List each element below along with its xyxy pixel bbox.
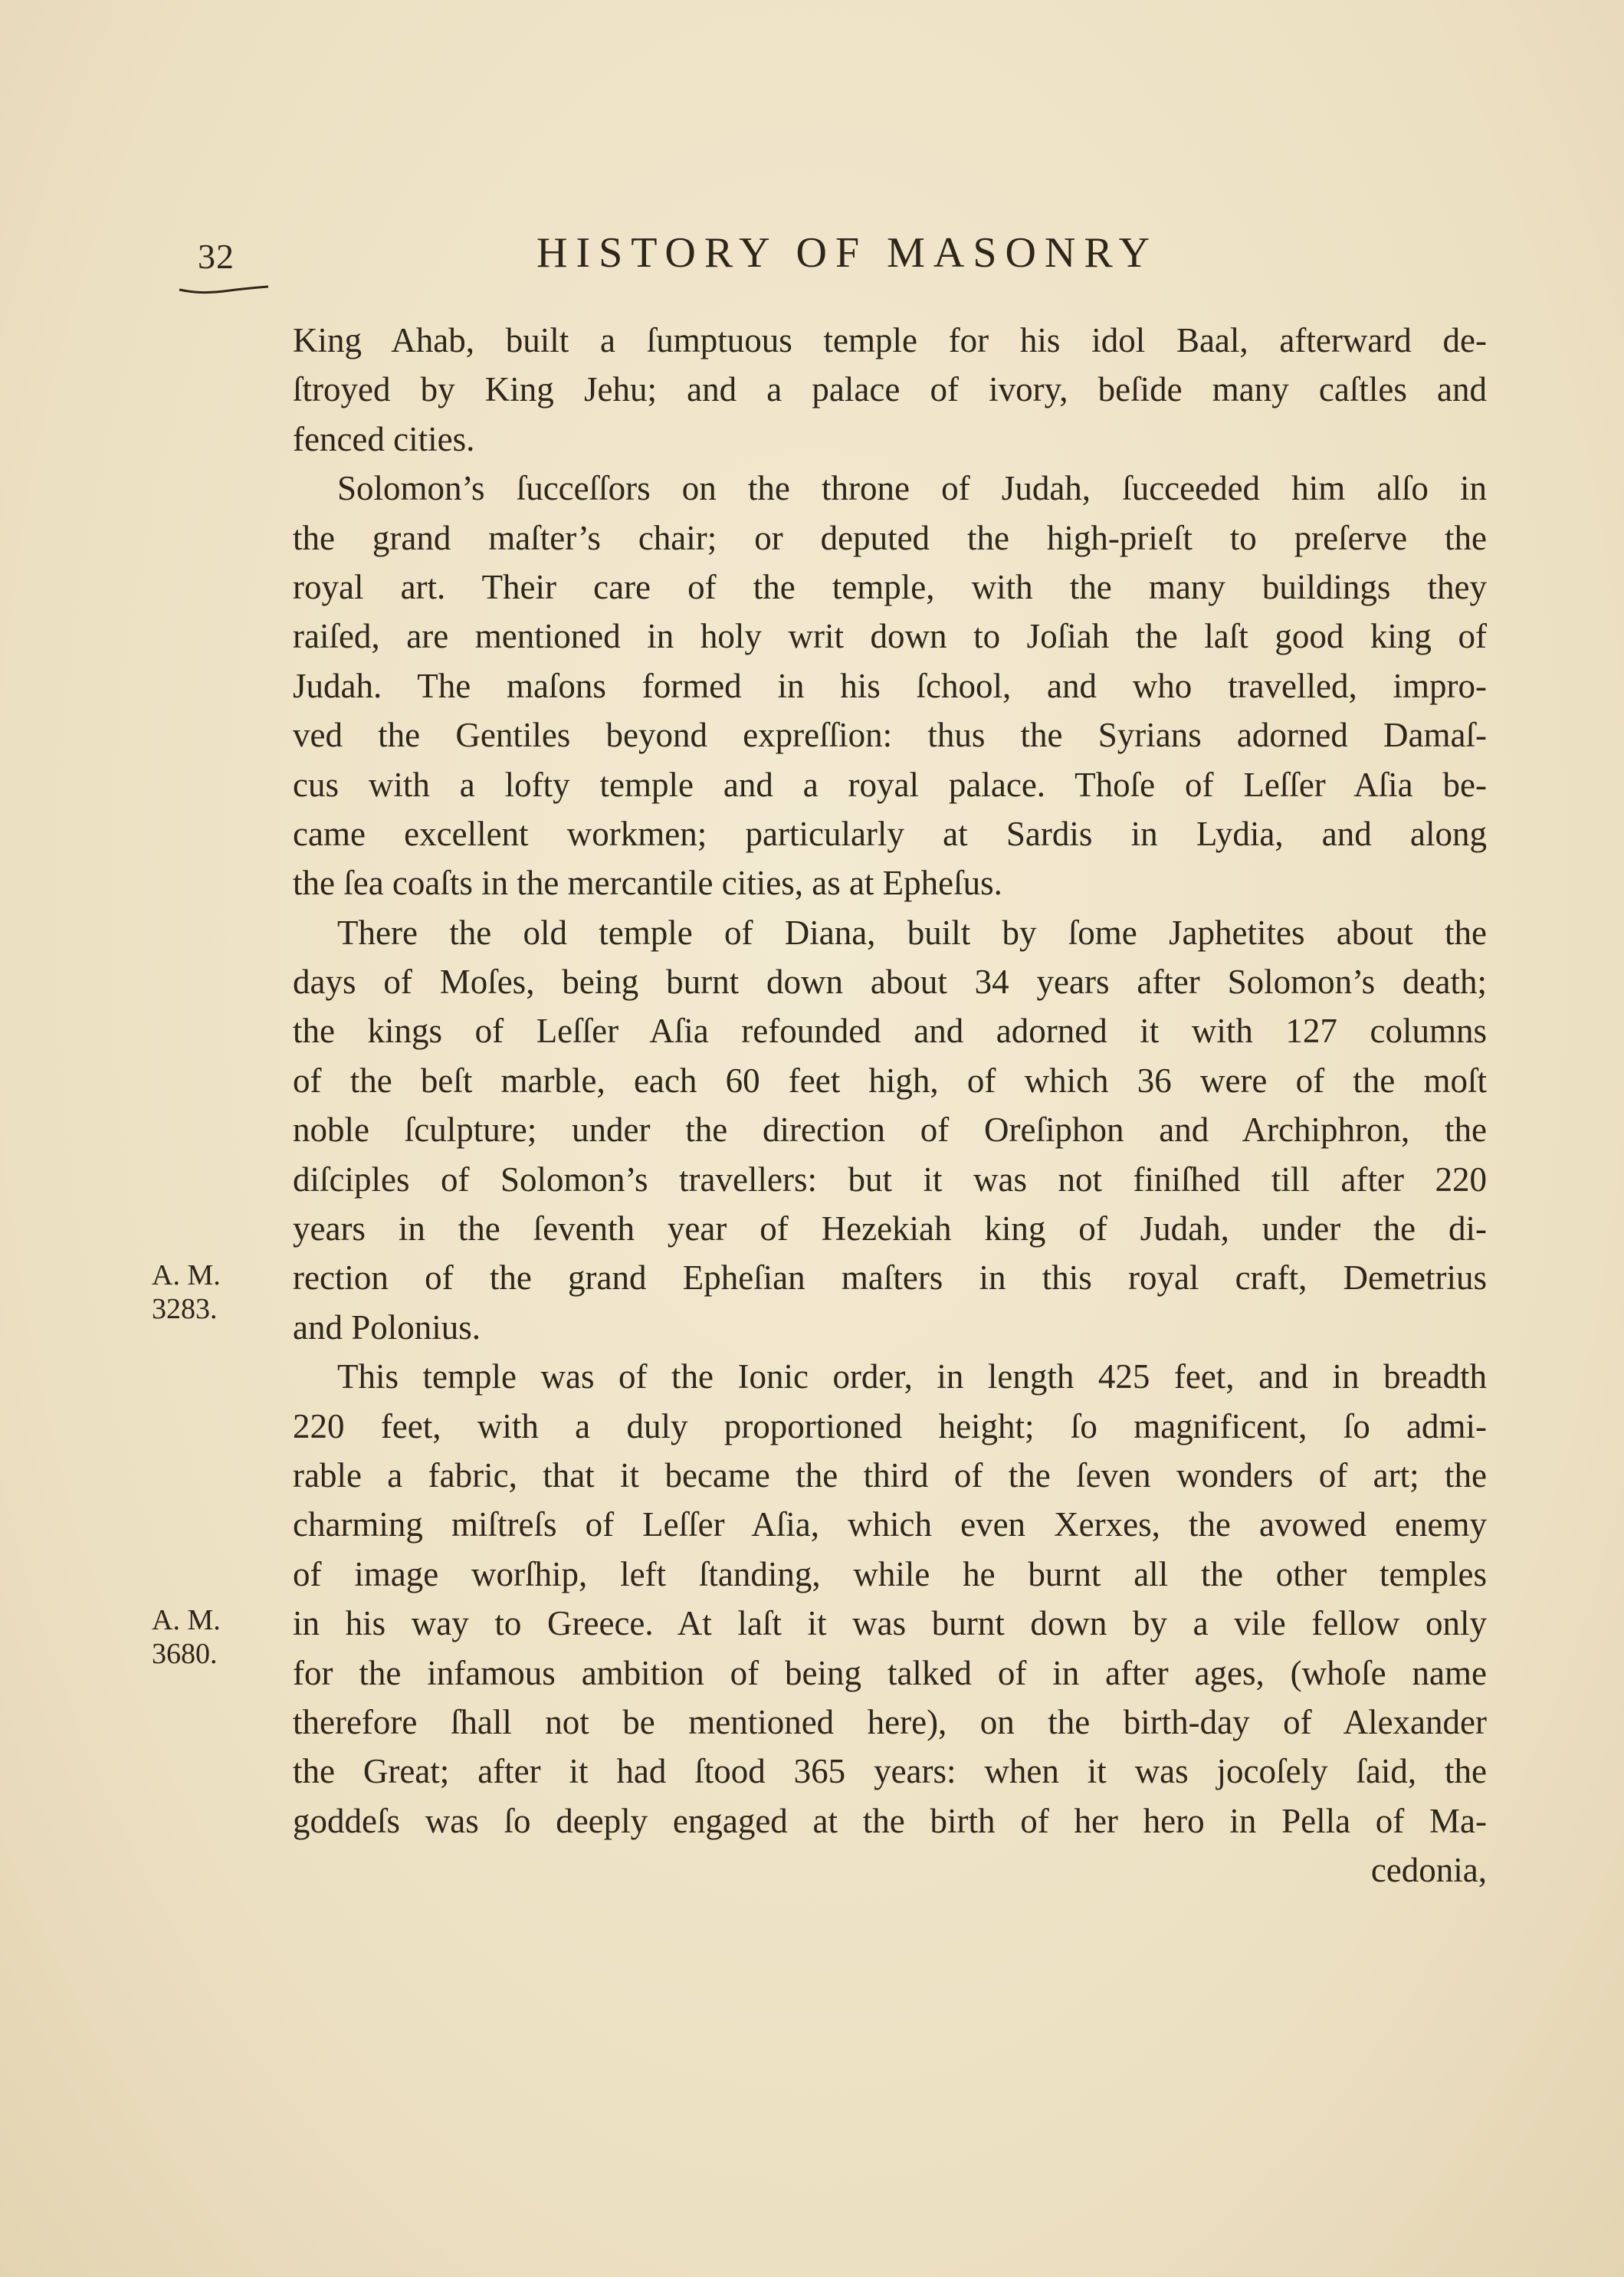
- text-line: fenced cities.: [293, 419, 475, 458]
- page-number-flourish: [178, 285, 270, 296]
- text-line: ved the Gentiles beyond expreſſion: thus the Syrians adorned Damaſ-: [293, 716, 1487, 755]
- text-line: the Great; after it had ſtood 365 years: when it was jocoſely ſaid, the: [293, 1752, 1487, 1791]
- text-line: cus with a lofty temple and a royal palace. Thoſe of Leſſer Aſia be-: [293, 765, 1487, 804]
- text-line: rable a fabric, that it became the third of the ſeven wonders of art; the: [293, 1455, 1487, 1494]
- text-line: the grand maſter’s chair; or deputed the high-prieſt to preſerve the: [293, 518, 1487, 557]
- margin-note-am-3680: [152, 1603, 221, 1671]
- text-line: therefore ſhall not be mentioned here), on the birth-day of Alexander: [293, 1702, 1487, 1741]
- text-line: years in the ſeventh year of Hezekiah king of Judah, under the di-: [293, 1209, 1487, 1248]
- text-line: There the old temple of Diana, built by ſome Japhetites about the: [337, 913, 1487, 952]
- text-line: Solomon’s ſucceſſors on the throne of Judah, ſucceeded him alſo in: [337, 469, 1487, 508]
- text-line: noble ſculpture; under the direction of Oreſiphon and Archiphron, the: [293, 1111, 1487, 1150]
- text-line: in his way to Greece. At laſt it was burnt down by a vile fellow only: [293, 1604, 1487, 1643]
- text-line: This temple was of the Ionic order, in length 425 feet, and in breadth: [337, 1357, 1487, 1396]
- text-line: of image worſhip, left ſtanding, while he burnt all the other temples: [293, 1554, 1487, 1593]
- text-line: and Polonius.: [293, 1307, 481, 1347]
- margin-note-year: 3283.: [152, 1293, 218, 1325]
- running-title: HISTORY OF MASONRY: [536, 229, 1159, 277]
- text-line: King Ahab, built a ſumptuous temple for his idol Baal, afterward de-: [293, 321, 1487, 359]
- text-line: of the beſt marble, each 60 feet high, of which 36 were of the moſt: [293, 1061, 1487, 1100]
- text-line: for the infamous ambition of being talked of in after ages, (whoſe name: [293, 1653, 1487, 1692]
- text-line: 220 feet, with a duly proportioned height; ſo magnificent, ſo admi-: [293, 1406, 1487, 1445]
- catchword: cedonia,: [1370, 1851, 1487, 1890]
- text-line: goddeſs was ſo deeply engaged at the birth of her hero in Pella of Ma-: [293, 1801, 1487, 1840]
- text-line: the kings of Leſſer Aſia refounded and adorned it with 127 columns: [293, 1012, 1487, 1051]
- text-line: raiſed, are mentioned in holy writ down to Joſiah the laſt good king of: [293, 617, 1487, 656]
- body-text: [293, 316, 1487, 1895]
- margin-note-am-3283: [152, 1258, 221, 1326]
- text-line: ſtroyed by King Jehu; and a palace of ivory, beſide many caſtles and: [293, 370, 1487, 409]
- text-line: royal art. Their care of the temple, with the many buildings they: [293, 567, 1487, 606]
- text-line: came excellent workmen; particularly at Sardis in Lydia, and along: [293, 814, 1487, 853]
- text-line: diſciples of Solomon’s travellers: but it was not finiſhed till after 220: [293, 1160, 1487, 1199]
- text-line: Judah. The maſons formed in his ſchool, and who travelled, impro-: [293, 666, 1487, 705]
- text-line: the ſea coaſts in the mercantile cities, as at Epheſus.: [293, 864, 1002, 903]
- text-line: rection of the grand Epheſian maſters in this royal craft, Demetrius: [293, 1258, 1487, 1298]
- margin-note-year: 3680.: [152, 1638, 218, 1670]
- margin-note-label: A. M.: [152, 1259, 221, 1291]
- margin-note-label: A. M.: [152, 1604, 221, 1636]
- text-line: days of Moſes, being burnt down about 34 years after Solomon’s death;: [293, 963, 1487, 1002]
- page-number: 32: [198, 237, 235, 276]
- text-line: charming miſtreſs of Leſſer Aſia, which even Xerxes, the avowed enemy: [293, 1505, 1487, 1544]
